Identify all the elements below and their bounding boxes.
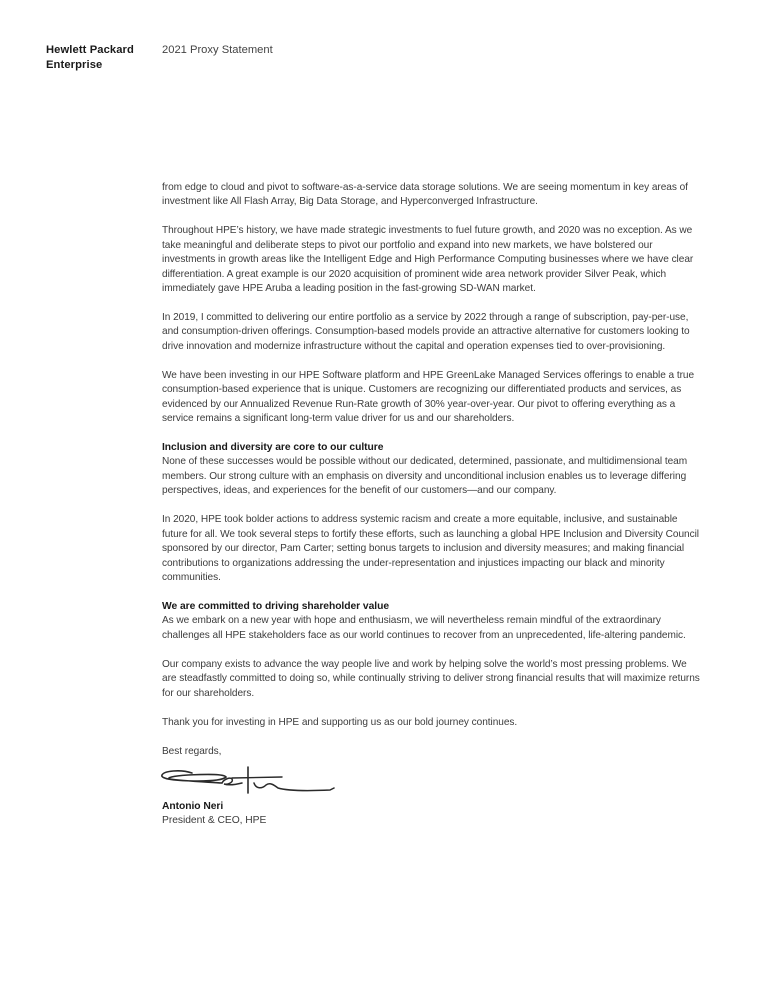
signer-name: Antonio Neri (162, 800, 224, 812)
paragraph: We have been investing in our HPE Software platform and HPE GreenLake Managed Services offerings to enable a true consumption-based experience that is unique. Customers are recognizing our differentiated products and services, as evidenced by our Annualized Revenue Run-Rate growth of 30% year-over-year. Our pivot to offering everything as a service remains a significant long-term value driver for us and our shareholders. (162, 369, 695, 425)
section-heading: We are committed to driving shareholder value (162, 600, 390, 612)
signature-image (158, 763, 338, 797)
paragraph: In 2019, I committed to delivering our entire portfolio as a service by 2022 through a range of subscription, pay-per-use, and consumption-driven offerings. Consumption-based models provide an attractive alternative for customers looking to drive innovation and modernize infrastructure without the capital and operation expenses tied to over-provisioning. (162, 312, 690, 352)
paragraph: Thank you for investing in HPE and supporting us as our bold journey continues. (162, 716, 518, 728)
section-heading: Inclusion and diversity are core to our culture (162, 442, 384, 454)
paragraph: Throughout HPE’s history, we have made strategic investments to fuel future growth, and 2020 was no exception. As we take meaningful and deliberate steps to pivot our portfolio and expand into new markets, we have bolstered our investments in growth areas like the Intelligent Edge and High Performance Computing businesses where we have clear differentiation. A great example is our 2020 acquisition of prominent wide area network provider Silver Peak, which immediately gave HPE Aruba a leading position in the fast-growing SD-WAN market. (162, 225, 694, 295)
paragraph: None of these successes would be possible without our dedicated, determined, passionate, and multidimensional team members. Our strong culture with an emphasis on diversity and unconditional inclusion enables us to leverage differing perspectives, ideas, and experiences for the benefit of our customers—and our company. (162, 456, 688, 497)
paragraph: In 2020, HPE took bolder actions to address systemic racism and create a more equitable, inclusive, and sustainable future for all. We took several steps to fortify these efforts, such as launching a global HPE Inclusion and Diversity Council sponsored by our director, Pam Carter; setting bonus targets to inclusion and diversity measures; and making financial contributions to organizations addressing the under-representation and injustices impacting our black and minority communities. (162, 514, 699, 583)
brand-line-2: Enterprise (46, 59, 103, 71)
brand-line-1: Hewlett Packard (46, 44, 134, 56)
section-inclusion (162, 441, 702, 585)
company-logo (46, 43, 134, 73)
document-title: 2021 Proxy Statement (162, 44, 273, 56)
signer-title: President & CEO, HPE (162, 815, 267, 827)
paragraph: As we embark on a new year with hope and enthusiasm, we will nevertheless remain mindful of the extraordinary challenges all HPE stakeholders face as our world continues to recover from an unprecedented, life-altering pandemic. (162, 615, 686, 641)
paragraph: from edge to cloud and pivot to software-as-a-service data storage solutions. We are seeing momentum in key areas of investment like All Flash Array, Big Data Storage, and Hyperconverged Infrastructure. (162, 182, 688, 208)
closing: Best regards, (162, 745, 222, 757)
paragraph: Our company exists to advance the way people live and work by helping solve the world’s most pressing problems. We are steadfastly committed to doing so, while continually striving to deliver strong financial results that will maximize returns for our shareholders. (162, 658, 700, 699)
letter-body (162, 181, 702, 829)
section-shareholder (162, 600, 702, 730)
